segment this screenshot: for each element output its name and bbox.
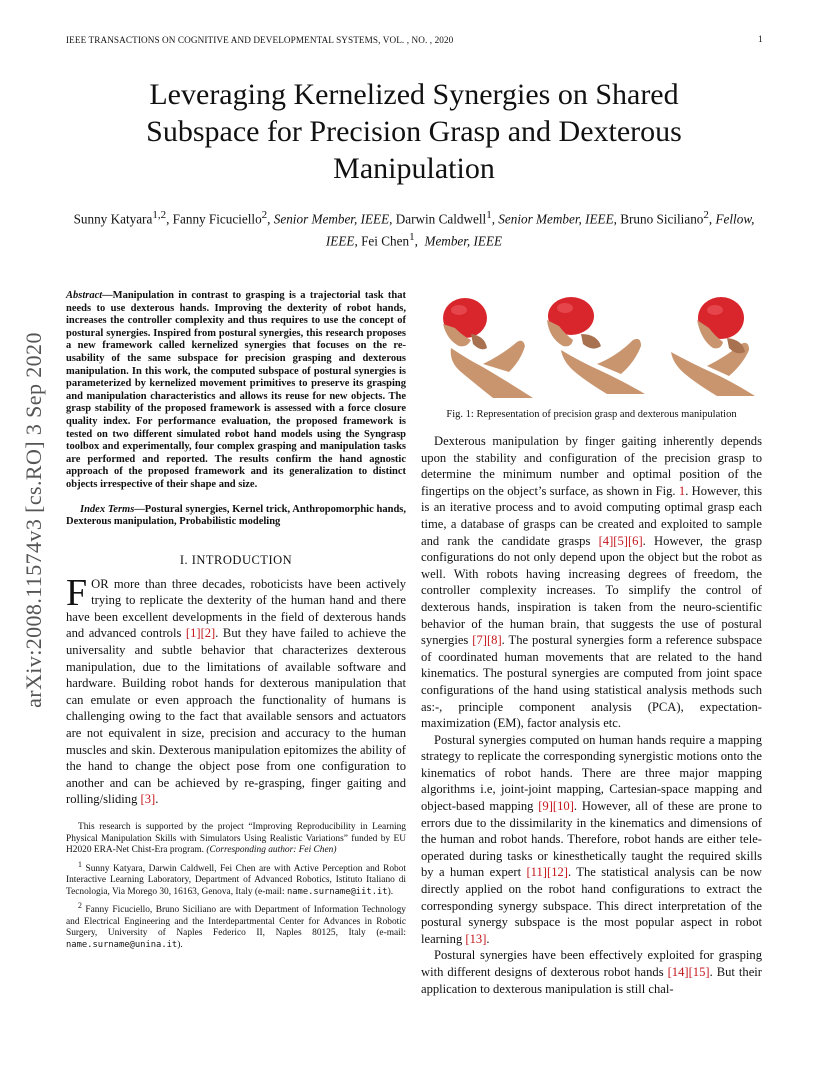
paragraph-text: Postural synergies have been effectively exploited for grasping with different designs of dexterous robot hands — [421, 948, 762, 979]
paragraph-text: . The statistical analysis can be now directly applied on the robot hand configurations to extract the corresponding synergy subspace. This direct interpretation of the postural synergy subspace is the most popular aspect in robot learning — [421, 865, 762, 946]
paragraph-text: . But they have failed to achieve the universality and subtle behavior that characterizes dexterous manipulation, due to the limitations of available software and hardware. Building robot hands for dexterous manipulation that can emulate or even approach the functionality of humans is challenging owing to the fact that available sensors and actuators are not equivalent in size, precision and accuracy to the human muscles and skin. Dexterous manipulation epitomizes the ability of the hand to change the object pose from one configuration to another and can be achieved by re-grasping, finger gaiting and rolling/sliding — [66, 626, 407, 807]
citation-link[interactable]: [14] — [667, 965, 689, 979]
index-terms-label: Index Terms — [80, 503, 135, 515]
paragraph-text: . — [486, 931, 490, 946]
paragraph-text: . But their application to dexterous manipulation is still chal- — [421, 965, 762, 996]
body-paragraph — [421, 433, 762, 732]
corresponding-author-note: (Corresponding author: Fei Chen) — [206, 845, 337, 855]
left-column — [66, 290, 406, 953]
author-role: Senior Member, IEEE — [273, 211, 390, 227]
page-number: 1 — [758, 35, 763, 45]
citation-link[interactable]: [4] — [598, 533, 614, 548]
paragraph-text: . However, this is an iterative process and to avoid computing optimal grasp each time, a database of grasps can be created and exploited to sample and rank the candidate grasps — [421, 483, 762, 548]
paragraph-text: . — [155, 792, 159, 807]
affiliation-mark: 2 — [703, 209, 709, 221]
grasp-photo-3 — [671, 297, 755, 396]
abstract-label: Abstract — [66, 290, 103, 301]
section-heading-introduction: I. INTRODUCTION — [179, 552, 293, 567]
index-terms — [66, 504, 406, 529]
author-name: , Darwin Caldwell — [389, 211, 487, 227]
author-role: Member, IEEE — [424, 233, 503, 249]
arxiv-identifier: arXiv:2008.11574v3 [cs.RO] 3 Sep 2020 — [21, 332, 46, 708]
author-name: , Bruno Siciliano — [613, 211, 704, 227]
footnote-text: ). — [387, 886, 394, 897]
paragraph-text: . The postural synergies form a reference subspace of coordinated human movements that are related to the hand kinematics. The postural synergies are computed from joint space configurations of the hand using statistical analysis methods such as:-, principle component analysis (PCA), expectation-maximization (EM), factor analysis etc. — [421, 633, 762, 731]
citation-link[interactable]: [2] — [200, 626, 216, 641]
affiliation-footnote-2 — [66, 900, 406, 951]
citation-link[interactable]: [15] — [688, 965, 710, 979]
abstract-text: —Manipulation in contrast to grasping is a trajectorial task that needs to use dexterous hands. Improving the dexterity of robot hands, increases the controller complexity and thus requires to use the concept of postural synergies. Inspired from postural synergies, this research proposes a new framework called kernelized synergies that focuses on the re-usability of the same subspace for precision grasping and dexterous manipulation. In this work, the computed subspace of postural synergies is parameterized by kernelized movement primitives to preserve its grasping and manipulation characteristics and allows its reuse for new objects. The grasp stability of the proposed framework is assessed with a force closure quality index. For performance evaluation, the proposed framework is tested on two different simulated robot hand models using the Syngrasp toolbox and experimentally, four complex grasping and manipulation tasks are performed and reported. The results confirm the hand agnostic approach of the proposed framework and its generalization to distinct objects irrespective of their shape and size. — [66, 290, 406, 490]
citation-link[interactable]: [12] — [547, 865, 568, 880]
citation-link[interactable]: [3] — [140, 792, 156, 807]
citation-link[interactable]: [1] — [185, 626, 201, 641]
running-head: IEEE TRANSACTIONS ON COGNITIVE AND DEVELOPMENTAL SYSTEMS, VOL. , NO. , 2020 — [66, 35, 454, 45]
footnote-text: ). — [177, 939, 183, 950]
drop-cap: F — [66, 571, 88, 614]
citation-link[interactable]: [9] — [538, 799, 553, 814]
citation-link[interactable]: [11] — [526, 865, 547, 880]
citation-link[interactable]: [5] — [613, 533, 628, 548]
paragraph-text: Dexterous manipulation by finger gaiting inherently depends upon the stability and configuration of the precision grasp to determine the minimum number and optimal position of the fingertips on the object’s surface, as shown in Fig. — [421, 434, 762, 498]
citation-link[interactable]: [6] — [627, 533, 643, 548]
figure-reference-link[interactable]: 1 — [678, 483, 686, 498]
citation-link[interactable]: [10] — [552, 799, 574, 814]
intro-paragraph — [66, 571, 407, 808]
author-list: Sunny Katyara$^{1,2}$, Fanny Ficuciello$^2$, Senior Member, IEEE, Darwin Caldwell$^1$, Senior Member, IEEE, Bruno Siciliano$^2$, Fellow, IEEE, Fei Chen$^1$, Member, IEEE — [73, 209, 755, 249]
footnotes — [66, 822, 406, 951]
footnote-text: Fanny Ficuciello, Bruno Siciliano are with Department of Information Technology and Electrical Engineering and the Interdepartmental Center for Advances in Robotic Surgery, University of Naples Federico II, Naples 80125, Italy (e-mail: — [66, 905, 406, 939]
affiliation-mark: 2 — [261, 209, 268, 221]
affiliation-mark: 1,2 — [152, 209, 167, 221]
grasp-photo-sequence — [421, 290, 762, 398]
paper-title: Leveraging Kernelized Synergies on Shared Subspace for Precision Grasp and Dexterous Manipulation — [146, 78, 682, 185]
footnote-text: Sunny Katyara, Darwin Caldwell, Fei Chen are with Active Perception and Robot Interactive Learning Laboratory, Department of Advanced Robotics, Istituto Italiano di Tecnologia, Via Morego 30, 16163, Genova, Italy (e-mail: — [66, 863, 406, 897]
paragraph-text: Postural synergies computed on human hands require a mapping strategy to replicate the corresponding synergistic motions onto the kinematics of robot hands. There are three major mapping algorithms i.e, joint-joint mapping, Cartesian-space mapping and object-based mapping — [421, 732, 762, 814]
paragraph-text: OR more than three decades, roboticists have been actively trying to replicate the dexterity of the human hand and there have been excellent developments in the field of dexterous hands and advanced controls — [66, 576, 406, 641]
funding-footnote — [66, 822, 406, 857]
figure-1 — [421, 290, 762, 398]
email-address: name.surname@unina.it — [66, 939, 178, 950]
author-name: , Fanny Ficuciello — [166, 211, 262, 227]
citation-link[interactable]: [8] — [486, 633, 502, 648]
right-column — [421, 290, 762, 997]
author-role: Fellow, IEEE — [325, 211, 755, 249]
citation-link[interactable]: [7] — [472, 633, 487, 648]
footnote-text: This research is supported by the project “Improving Reproducibility in Learning Physical Manipulation Skills with Simulators Using Realistic Variations” funded by EU H2020 ERA-Net Chist-Era program. — [66, 822, 406, 855]
abstract — [66, 290, 406, 492]
arxiv-stamp — [12, 290, 56, 750]
footnote-mark: 2 — [78, 901, 82, 911]
citation-link[interactable]: [13] — [465, 931, 487, 946]
body-paragraph — [421, 947, 762, 997]
figure-caption: Fig. 1: Representation of precision grasp and dexterous manipulation — [446, 409, 737, 420]
affiliation-footnote-1 — [66, 859, 406, 899]
affiliation-mark: 1 — [486, 209, 492, 221]
grasp-photo-1 — [443, 298, 533, 398]
author-role: Senior Member, IEEE — [498, 211, 614, 227]
affiliation-mark: 1 — [409, 231, 415, 244]
footnote-mark: 1 — [78, 859, 82, 869]
index-terms-text: —Postural synergies, Kernel trick, Anthropomorphic hands, Dexterous manipulation, Probabilistic modeling — [66, 503, 406, 528]
paragraph-text: . However, the grasp configurations do not only depend upon the object but the robot as well. With robots having increasing degrees of freedom, the controller complexity increases. To simplify the control of dexterous hands, inspiration is taken from the neuro-scientific behavior of the human brain, that suggests the use of postural synergies — [421, 533, 762, 648]
paragraph-text: . However, all of these are prone to errors due to the dissimilarity in the kinematics and dimensions of the human and robot hands. Therefore, robot hands are either tele-operated during tasks or kinesthetically taught the required skills by a human expert — [421, 799, 762, 880]
grasp-photo-2 — [547, 297, 645, 394]
author-name: Sunny Katyara — [73, 211, 153, 227]
body-paragraph — [421, 732, 762, 948]
email-address: name.surname@iit.it — [286, 886, 388, 897]
author-name: , Fei Chen — [354, 233, 410, 249]
